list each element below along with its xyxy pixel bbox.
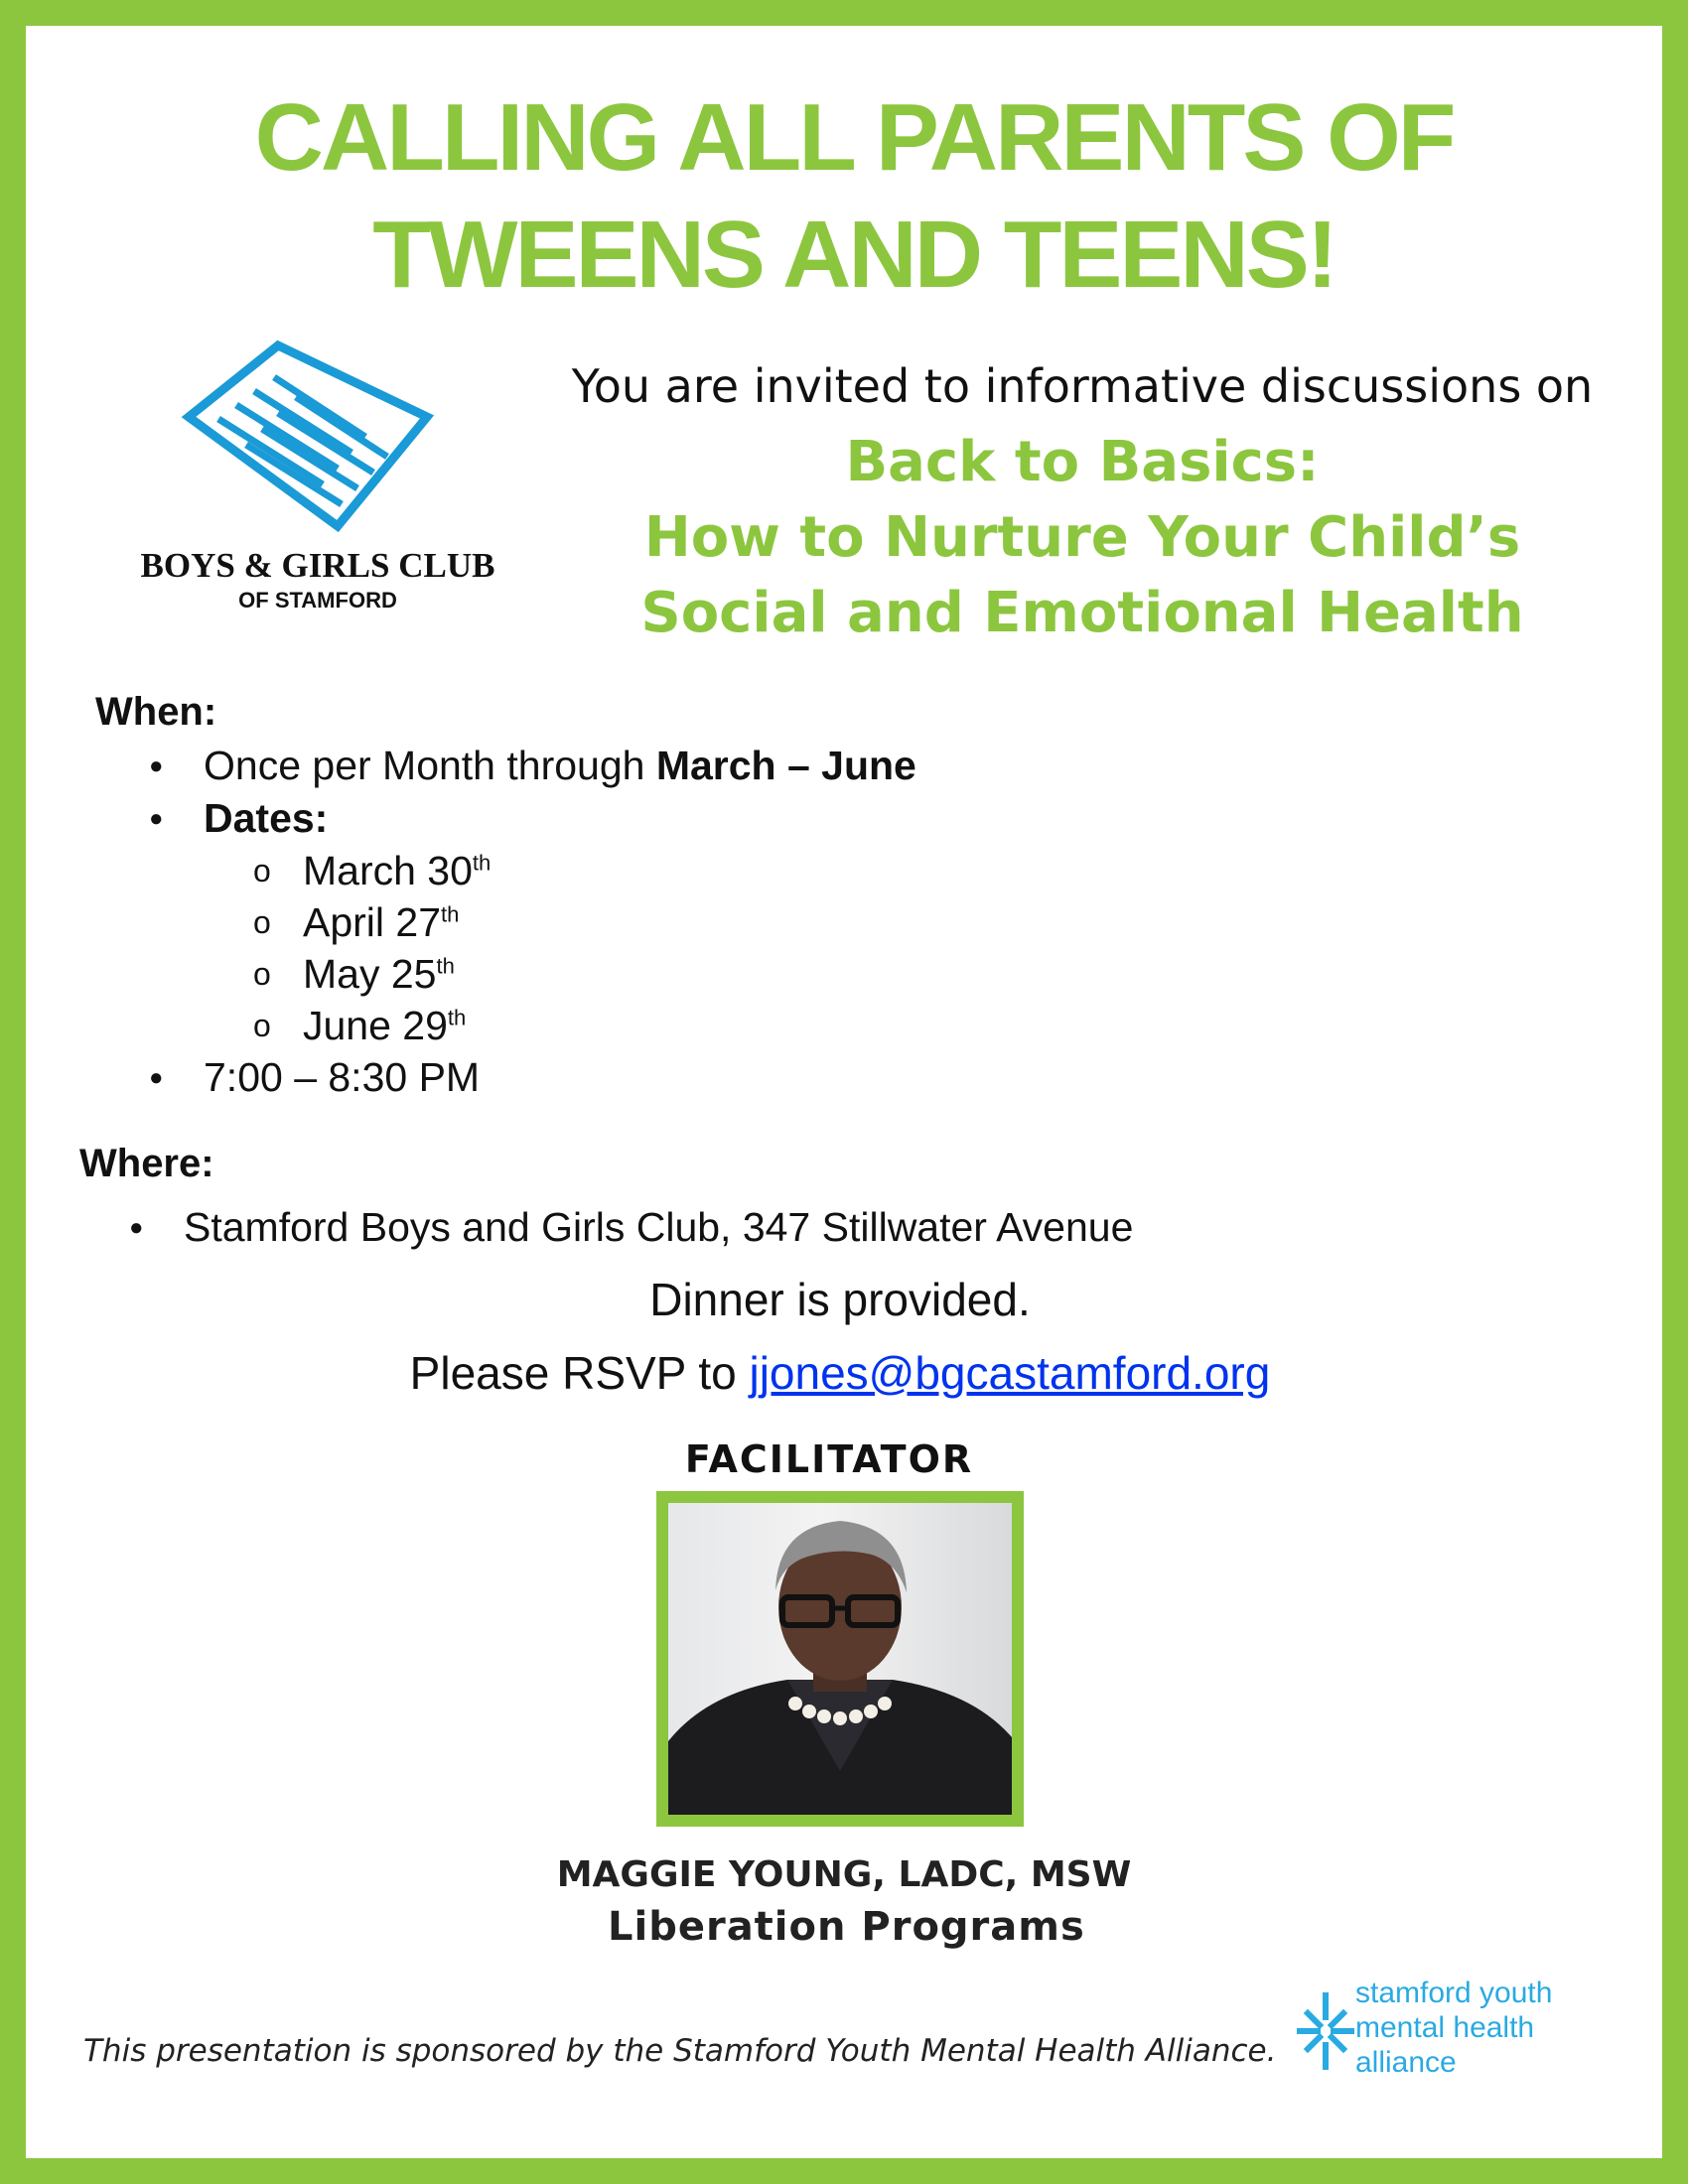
dates-list	[204, 845, 916, 1051]
headline	[99, 79, 1609, 314]
club-logo-name: BOYS & GIRLS CLUB	[140, 546, 495, 585]
headline-line-2: TWEENS AND TEENS!	[372, 202, 1336, 308]
alliance-starburst-icon	[1296, 1976, 1355, 2085]
topic-line-2: How to Nurture Your Child’s	[643, 505, 1521, 570]
alliance-line-2: mental health	[1355, 2011, 1535, 2044]
date-item: o May 25th	[253, 948, 916, 1000]
topic-line-3: Social and Emotional Health	[640, 581, 1524, 645]
dates-label: Dates:	[204, 795, 329, 841]
facilitator-organization: Liberation Programs	[608, 1904, 1085, 1950]
invite-text: You are invited to informative discussions on	[571, 359, 1594, 413]
headline-line-1: CALLING ALL PARENTS OF	[254, 84, 1454, 191]
frequency-item	[149, 740, 916, 792]
time-item: ● 7:00 – 8:30 PM	[149, 1051, 916, 1104]
dinner-note: Dinner is provided.	[649, 1274, 1031, 1325]
date-item: o June 29th	[253, 1000, 916, 1051]
alliance-line-1: stamford youth	[1355, 1977, 1553, 2009]
date-item: o April 27th	[253, 896, 916, 948]
where-list	[129, 1201, 1133, 1254]
alliance-logo	[1296, 1976, 1594, 2085]
when-list	[149, 740, 916, 1104]
frequency-range: March – June	[655, 743, 916, 788]
rsvp-email-link[interactable]: jjones@bgcastamford.org	[749, 1347, 1271, 1399]
topic-line-1: Back to Basics:	[845, 430, 1320, 494]
club-logo	[99, 338, 526, 615]
club-logo-location: OF STAMFORD	[238, 588, 397, 613]
boys-and-girls-club-hands-logo-icon	[179, 338, 447, 536]
dates-item	[149, 792, 916, 1051]
facilitator-photo	[656, 1491, 1024, 1827]
facilitator-name: MAGGIE YOUNG, LADC, MSW	[556, 1854, 1132, 1895]
facilitator-label: FACILITATOR	[684, 1437, 974, 1481]
where-label: Where:	[79, 1142, 214, 1185]
sponsor-text: This presentation is sponsored by the Stamford Youth Mental Health Alliance.	[83, 2033, 1277, 2069]
date-item: o March 30th	[253, 845, 916, 896]
rsvp-prefix: Please RSVP to	[409, 1347, 750, 1399]
location-item: ● Stamford Boys and Girls Club, 347 Stillwater Avenue	[129, 1201, 1133, 1254]
topic-title	[616, 425, 1549, 651]
alliance-line-3: alliance	[1355, 2046, 1457, 2079]
rsvp-line	[0, 1346, 1684, 1400]
frequency-text: Once per Month through	[204, 743, 656, 788]
when-label: When:	[95, 690, 217, 734]
